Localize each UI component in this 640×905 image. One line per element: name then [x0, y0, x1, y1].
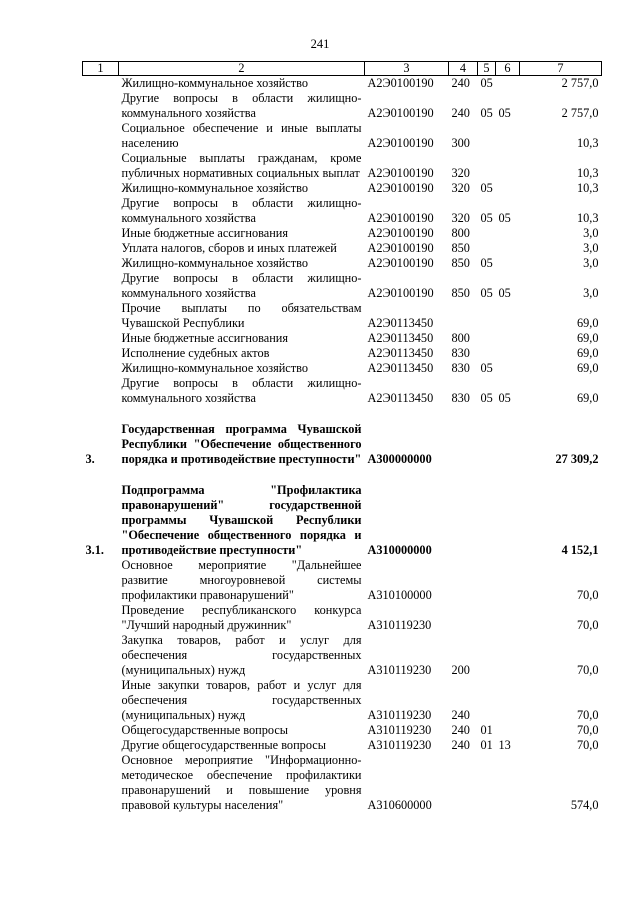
row-expense-type	[449, 422, 478, 467]
row-subsection	[496, 422, 520, 467]
row-code: А310119230	[367, 723, 432, 737]
row-code: А2Э0100190	[367, 241, 434, 255]
row-section	[478, 121, 496, 151]
row-number	[83, 678, 119, 723]
row-name: Прочие выплаты по обязательствам Чувашской Республики	[121, 301, 362, 330]
row-number	[83, 361, 119, 376]
row-name: Социальное обеспечение и иные выплаты населению	[121, 121, 362, 150]
header-col-6: 6	[496, 62, 520, 76]
table-row	[83, 753, 602, 813]
row-name: Общегосударственные вопросы	[121, 723, 289, 737]
row-subsection	[496, 361, 520, 376]
row-spacer	[83, 467, 602, 483]
row-number	[83, 633, 119, 678]
header-col-7: 7	[520, 62, 602, 76]
row-number	[83, 558, 119, 603]
table-row	[83, 633, 602, 678]
row-amount: 3,0	[583, 256, 599, 270]
row-expense-type	[449, 603, 478, 633]
row-name: Уплата налогов, сборов и иных платежей	[121, 241, 337, 255]
table-row	[83, 603, 602, 633]
row-number	[83, 603, 119, 633]
row-expense-type	[449, 753, 478, 813]
row-expense-type: 830	[451, 361, 470, 375]
row-section	[478, 241, 496, 256]
row-number	[83, 346, 119, 361]
row-amount: 69,0	[576, 331, 599, 345]
row-section: 05	[480, 76, 493, 90]
row-name: Иные бюджетные ассигнования	[121, 226, 289, 240]
row-code: А2Э0100190	[367, 106, 434, 120]
row-subsection	[496, 483, 520, 558]
row-expense-type: 850	[451, 241, 470, 255]
row-name: Основное мероприятие "Дальнейшее развитие многоуровневой системы профилактики правонарушений"	[121, 558, 362, 602]
row-amount: 10,3	[576, 181, 599, 195]
row-expense-type: 240	[451, 723, 470, 737]
row-amount: 2 757,0	[561, 106, 599, 120]
row-subsection	[496, 678, 520, 723]
row-subsection	[496, 331, 520, 346]
row-section	[478, 151, 496, 181]
row-spacer	[83, 406, 602, 422]
row-code: А2Э0113450	[367, 391, 434, 405]
table-row	[83, 91, 602, 121]
row-number	[83, 121, 119, 151]
row-amount: 70,0	[576, 588, 599, 602]
table-row	[83, 76, 602, 92]
table-row	[83, 181, 602, 196]
row-expense-type	[449, 483, 478, 558]
row-code: А310119230	[367, 708, 432, 722]
table-row	[83, 331, 602, 346]
row-code: А310119230	[367, 738, 432, 752]
row-code: А2Э0100190	[367, 181, 434, 195]
row-amount: 3,0	[583, 241, 599, 255]
table-row	[83, 361, 602, 376]
table-row	[83, 723, 602, 738]
row-subsection	[496, 603, 520, 633]
row-code: А2Э0100190	[367, 286, 434, 300]
row-amount: 69,0	[576, 316, 599, 330]
row-amount: 10,3	[576, 166, 599, 180]
row-section	[478, 678, 496, 723]
row-expense-type: 800	[451, 331, 470, 345]
row-code: А2Э0100190	[367, 136, 434, 150]
header-col-5: 5	[478, 62, 496, 76]
row-subsection: 05	[498, 286, 511, 300]
row-section: 05	[480, 391, 493, 405]
table-row	[83, 301, 602, 331]
row-section	[478, 753, 496, 813]
row-code: А310119230	[367, 663, 432, 677]
row-code: А2Э0100190	[367, 226, 434, 240]
row-amount: 4 152,1	[561, 543, 599, 557]
row-name: Другие вопросы в области жилищно-коммунального хозяйства	[121, 91, 362, 120]
budget-table	[82, 61, 602, 813]
row-section: 05	[480, 181, 493, 195]
row-subsection: 13	[498, 738, 511, 752]
row-number: 3.	[85, 452, 95, 466]
table-row	[83, 151, 602, 181]
row-number	[83, 256, 119, 271]
row-name: Другие общегосударственные вопросы	[121, 738, 326, 752]
row-subsection	[496, 753, 520, 813]
table-row	[83, 271, 602, 301]
row-expense-type: 320	[451, 166, 470, 180]
row-code: А2Э0113450	[367, 316, 434, 330]
row-name: Проведение республиканского конкурса "Лучший народный дружинник"	[121, 603, 362, 632]
header-col-2: 2	[119, 62, 365, 76]
row-code: А2Э0100190	[367, 256, 434, 270]
row-section	[478, 422, 496, 467]
row-subsection: 05	[498, 391, 511, 405]
row-number	[83, 301, 119, 331]
row-code: А2Э0100190	[367, 211, 434, 225]
table-row	[83, 422, 602, 467]
row-number	[83, 376, 119, 406]
row-expense-type: 850	[451, 286, 470, 300]
table-row	[83, 196, 602, 226]
row-amount: 3,0	[583, 226, 599, 240]
row-subsection	[496, 723, 520, 738]
row-name: Закупка товаров, работ и услуг для обеспечения государственных (муниципальных) нужд	[121, 633, 362, 677]
row-section	[478, 603, 496, 633]
row-expense-type: 200	[451, 663, 470, 677]
header-col-4: 4	[449, 62, 478, 76]
row-section	[478, 558, 496, 603]
table-row	[83, 376, 602, 406]
row-name: Иные закупки товаров, работ и услуг для обеспечения государственных (муниципальных) нужд	[121, 678, 362, 722]
row-subsection	[496, 151, 520, 181]
row-expense-type: 830	[451, 346, 470, 360]
row-expense-type	[449, 301, 478, 331]
row-section	[478, 633, 496, 678]
row-subsection	[496, 346, 520, 361]
row-number	[83, 151, 119, 181]
row-amount: 10,3	[576, 136, 599, 150]
row-subsection	[496, 558, 520, 603]
row-section	[478, 483, 496, 558]
row-subsection	[496, 181, 520, 196]
table-body	[83, 76, 602, 814]
row-expense-type: 240	[451, 106, 470, 120]
row-expense-type: 800	[451, 226, 470, 240]
row-subsection: 05	[498, 106, 511, 120]
row-name: Основное мероприятие "Информационно-методическое обеспечение профилактики правонарушений и повышение уровня правовой культуры населения"	[121, 753, 362, 812]
row-number	[83, 76, 119, 92]
row-name: Жилищно-коммунальное хозяйство	[121, 256, 309, 270]
row-amount: 69,0	[576, 361, 599, 375]
row-amount: 27 309,2	[555, 452, 599, 466]
spacer-cell	[83, 406, 602, 422]
row-amount: 70,0	[576, 738, 599, 752]
row-name: Жилищно-коммунальное хозяйство	[121, 181, 309, 195]
row-subsection	[496, 226, 520, 241]
row-subsection	[496, 241, 520, 256]
row-section: 01	[480, 723, 493, 737]
row-subsection	[496, 76, 520, 92]
row-number	[83, 753, 119, 813]
row-name: Подпрограмма "Профилактика правонарушений" государственной программы Чувашской Республики "Обеспечение общественного порядка и противодействие преступности"	[121, 483, 362, 557]
row-section	[478, 346, 496, 361]
row-name: Жилищно-коммунальное хозяйство	[121, 361, 309, 375]
row-name: Иные бюджетные ассигнования	[121, 331, 289, 345]
row-subsection: 05	[498, 211, 511, 225]
row-expense-type: 240	[451, 76, 470, 90]
header-col-1: 1	[83, 62, 119, 76]
row-name: Исполнение судебных актов	[121, 346, 270, 360]
table-row	[83, 226, 602, 241]
row-name: Другие вопросы в области жилищно-коммунального хозяйства	[121, 271, 362, 300]
table-row	[83, 256, 602, 271]
row-number	[83, 723, 119, 738]
row-number	[83, 241, 119, 256]
row-code: А2Э0100190	[367, 166, 434, 180]
row-amount: 70,0	[576, 708, 599, 722]
row-code: А310600000	[367, 798, 432, 812]
row-amount: 69,0	[576, 391, 599, 405]
table-row	[83, 558, 602, 603]
row-amount: 10,3	[576, 211, 599, 225]
table-row	[83, 483, 602, 558]
row-code: А310000000	[367, 543, 432, 557]
row-code: А2Э0113450	[367, 331, 434, 345]
spacer-cell	[83, 467, 602, 483]
table-row	[83, 738, 602, 753]
row-number	[83, 331, 119, 346]
table-header-row	[83, 62, 602, 76]
row-name: Другие вопросы в области жилищно-коммунального хозяйства	[121, 376, 362, 405]
table-row	[83, 346, 602, 361]
row-subsection	[496, 256, 520, 271]
row-expense-type: 300	[451, 136, 470, 150]
row-section: 01	[480, 738, 493, 752]
row-expense-type: 240	[451, 708, 470, 722]
row-amount: 2 757,0	[561, 76, 599, 90]
row-subsection	[496, 633, 520, 678]
row-code: А300000000	[367, 452, 432, 466]
row-code: А310119230	[367, 618, 432, 632]
row-code: А2Э0100190	[367, 76, 434, 90]
row-section: 05	[480, 361, 493, 375]
table-row	[83, 241, 602, 256]
row-subsection	[496, 301, 520, 331]
row-subsection	[496, 121, 520, 151]
row-number	[83, 226, 119, 241]
row-amount: 69,0	[576, 346, 599, 360]
row-section	[478, 226, 496, 241]
row-number	[83, 181, 119, 196]
header-col-3: 3	[365, 62, 449, 76]
row-number: 3.1.	[85, 543, 104, 557]
row-amount: 70,0	[576, 618, 599, 632]
row-amount: 574,0	[570, 798, 599, 812]
row-code: А310100000	[367, 588, 432, 602]
row-number	[83, 91, 119, 121]
row-section	[478, 301, 496, 331]
row-expense-type: 240	[451, 738, 470, 752]
row-amount: 70,0	[576, 663, 599, 677]
row-amount: 70,0	[576, 723, 599, 737]
row-code: А2Э0113450	[367, 361, 434, 375]
table-row	[83, 678, 602, 723]
page-number: 241	[310, 37, 330, 51]
row-name: Другие вопросы в области жилищно-коммунального хозяйства	[121, 196, 362, 225]
row-number	[83, 196, 119, 226]
row-number	[83, 271, 119, 301]
row-expense-type: 850	[451, 256, 470, 270]
row-section: 05	[480, 106, 493, 120]
row-section: 05	[480, 286, 493, 300]
row-section	[478, 331, 496, 346]
row-expense-type: 830	[451, 391, 470, 405]
table-row	[83, 121, 602, 151]
row-expense-type: 320	[451, 181, 470, 195]
row-section: 05	[480, 256, 493, 270]
row-name: Жилищно-коммунальное хозяйство	[121, 76, 309, 90]
row-name: Социальные выплаты гражданам, кроме публичных нормативных социальных выплат	[121, 151, 362, 180]
row-section: 05	[480, 211, 493, 225]
row-number	[83, 738, 119, 753]
row-expense-type	[449, 558, 478, 603]
row-amount: 3,0	[583, 286, 599, 300]
row-expense-type: 320	[451, 211, 470, 225]
row-code: А2Э0113450	[367, 346, 434, 360]
row-name: Государственная программа Чувашской Республики "Обеспечение общественного порядка и противодействие преступности"	[121, 422, 362, 466]
